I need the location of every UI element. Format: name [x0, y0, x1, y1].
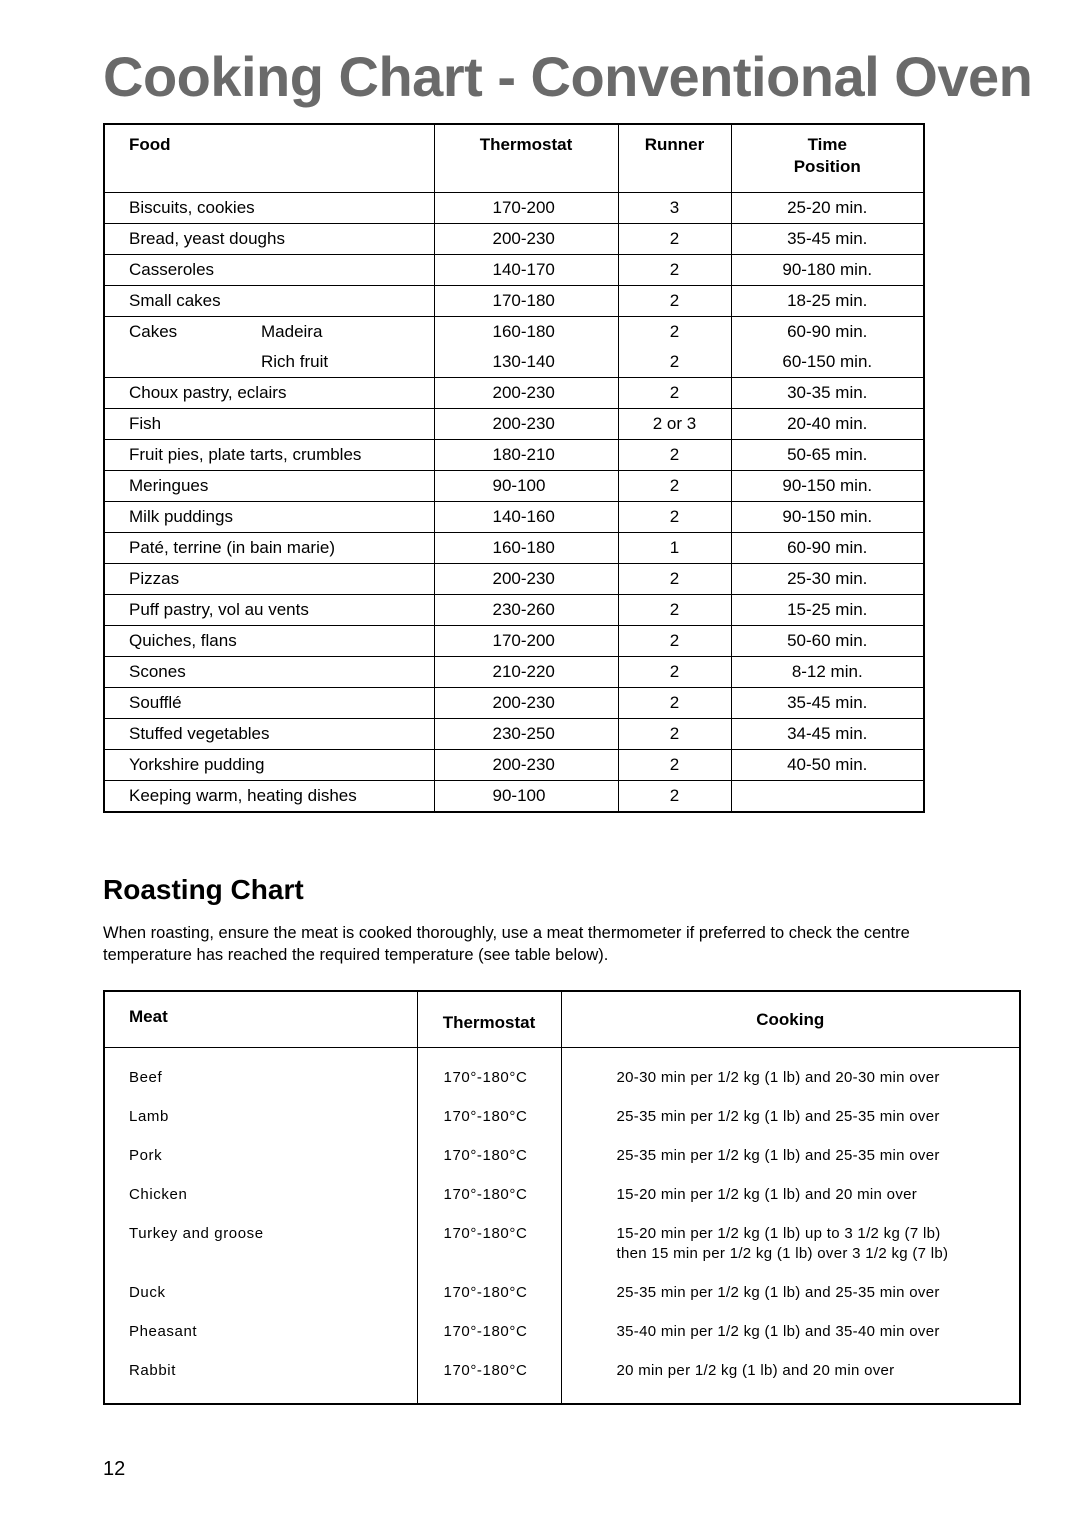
food-variant: Madeira [261, 322, 323, 341]
table-row [104, 193, 924, 224]
cell-runner: 2 [618, 688, 731, 719]
food-name: Cakes [129, 322, 178, 341]
cell-food: Bread, yeast doughs [104, 224, 434, 255]
cell-time: 90-180 min. [731, 255, 924, 286]
cell-food: Soufflé [104, 688, 434, 719]
cell-food [104, 317, 434, 348]
cell-thermostat: 140-160 [434, 502, 618, 533]
cell-thermostat: 90-100 [434, 471, 618, 502]
table-row [104, 688, 924, 719]
cell-roast-thermostat: 170°-180°C [417, 1352, 561, 1404]
cell-thermostat: 170-180 [434, 286, 618, 317]
cell-food: Quiches, flans [104, 626, 434, 657]
cell-thermostat: 200-230 [434, 409, 618, 440]
table-row [104, 1176, 1020, 1215]
cell-time: 90-150 min. [731, 502, 924, 533]
table-row [104, 781, 924, 813]
cell-thermostat: 170-200 [434, 626, 618, 657]
cooking-line: 20-30 min per 1/2 kg (1 lb) and 20-30 min over [616, 1069, 940, 1086]
cell-runner: 2 [618, 317, 731, 348]
cell-food: Choux pastry, eclairs [104, 378, 434, 409]
cell-meat: Chicken [104, 1176, 417, 1215]
cell-meat: Turkey and groose [104, 1215, 417, 1274]
cell-roast-thermostat: 170°-180°C [417, 1215, 561, 1274]
cell-roast-thermostat: 170°-180°C [417, 1313, 561, 1352]
cell-cooking [561, 1215, 1020, 1274]
cell-food: Stuffed vegetables [104, 719, 434, 750]
cell-food: Milk puddings [104, 502, 434, 533]
cell-food: Small cakes [104, 286, 434, 317]
table-row [104, 626, 924, 657]
cell-runner: 2 [618, 502, 731, 533]
table-row [104, 1313, 1020, 1352]
header-cooking: Cooking [561, 991, 1020, 1048]
cell-runner: 2 [618, 471, 731, 502]
cell-time: 25-30 min. [731, 564, 924, 595]
cell-time: 50-60 min. [731, 626, 924, 657]
cell-time: 40-50 min. [731, 750, 924, 781]
table-row [104, 1098, 1020, 1137]
cell-runner: 1 [618, 533, 731, 564]
table-row [104, 286, 924, 317]
cell-runner: 2 [618, 347, 731, 378]
cooking-line: 25-35 min per 1/2 kg (1 lb) and 25-35 min over [616, 1108, 940, 1125]
cooking-line: 35-40 min per 1/2 kg (1 lb) and 35-40 min over [616, 1323, 940, 1340]
table-row [104, 347, 924, 378]
cooking-line-continued: then 15 min per 1/2 kg (1 lb) over 3 1/2 kg (7 lb) [616, 1245, 949, 1262]
table-row [104, 719, 924, 750]
roasting-chart-title: Roasting Chart [103, 874, 304, 905]
table-row [104, 750, 924, 781]
cell-runner: 2 [618, 564, 731, 595]
roasting-chart-header-row [104, 991, 1020, 1048]
header-runner: Runner [618, 124, 731, 193]
cell-runner: 2 [618, 719, 731, 750]
cell-cooking [561, 1098, 1020, 1137]
cooking-chart-table [103, 123, 925, 813]
cooking-line: 15-20 min per 1/2 kg (1 lb) up to 3 1/2 kg (7 lb) [616, 1225, 941, 1242]
cell-runner: 2 [618, 224, 731, 255]
cell-time [731, 781, 924, 813]
header-time: Time [807, 135, 847, 154]
cell-thermostat: 200-230 [434, 564, 618, 595]
cooking-line: 15-20 min per 1/2 kg (1 lb) and 20 min over [616, 1186, 918, 1203]
table-row [104, 440, 924, 471]
cell-meat: Duck [104, 1274, 417, 1313]
table-row [104, 657, 924, 688]
cell-food: Casseroles [104, 255, 434, 286]
cell-thermostat: 210-220 [434, 657, 618, 688]
cell-food: Paté, terrine (in bain marie) [104, 533, 434, 564]
cell-time: 60-150 min. [731, 347, 924, 378]
cell-food: Biscuits, cookies [104, 193, 434, 224]
table-row [104, 1215, 1020, 1274]
cooking-line: 25-35 min per 1/2 kg (1 lb) and 25-35 min over [616, 1147, 940, 1164]
cell-meat: Pheasant [104, 1313, 417, 1352]
cell-time: 18-25 min. [731, 286, 924, 317]
cell-time: 25-20 min. [731, 193, 924, 224]
cell-roast-thermostat: 170°-180°C [417, 1176, 561, 1215]
table-row [104, 1352, 1020, 1404]
cell-roast-thermostat: 170°-180°C [417, 1048, 561, 1099]
cell-thermostat: 230-260 [434, 595, 618, 626]
cell-time: 8-12 min. [731, 657, 924, 688]
cell-thermostat: 230-250 [434, 719, 618, 750]
cell-runner: 2 [618, 286, 731, 317]
cell-time: 34-45 min. [731, 719, 924, 750]
header-position: Position [793, 157, 861, 176]
table-row [104, 595, 924, 626]
cell-time: 15-25 min. [731, 595, 924, 626]
cell-food: Scones [104, 657, 434, 688]
table-row [104, 471, 924, 502]
cell-runner: 3 [618, 193, 731, 224]
cell-food: Fruit pies, plate tarts, crumbles [104, 440, 434, 471]
cooking-chart-header-row [104, 124, 924, 193]
page-title: Cooking Chart - Conventional Oven [103, 45, 1033, 108]
cell-thermostat: 180-210 [434, 440, 618, 471]
table-row [104, 1137, 1020, 1176]
cell-time: 30-35 min. [731, 378, 924, 409]
table-row [104, 317, 924, 348]
cell-runner: 2 [618, 440, 731, 471]
cell-thermostat: 200-230 [434, 378, 618, 409]
cell-cooking [561, 1313, 1020, 1352]
header-time-position [731, 124, 924, 193]
food-variant: Rich fruit [261, 352, 329, 371]
cell-runner: 2 [618, 595, 731, 626]
cell-runner: 2 [618, 378, 731, 409]
page-number: 12 [103, 1458, 126, 1480]
cell-time: 20-40 min. [731, 409, 924, 440]
table-row [104, 564, 924, 595]
header-meat: Meat [104, 991, 417, 1048]
cell-food [104, 347, 434, 378]
cell-thermostat: 200-230 [434, 224, 618, 255]
header-thermostat: Thermostat [434, 124, 618, 193]
cell-time: 35-45 min. [731, 224, 924, 255]
cell-roast-thermostat: 170°-180°C [417, 1274, 561, 1313]
cell-cooking [561, 1352, 1020, 1404]
cell-thermostat: 200-230 [434, 750, 618, 781]
cell-cooking [561, 1274, 1020, 1313]
cell-thermostat: 90-100 [434, 781, 618, 813]
cell-meat: Pork [104, 1137, 417, 1176]
table-row [104, 502, 924, 533]
table-row [104, 224, 924, 255]
header-roast-thermostat: Thermostat [417, 991, 561, 1048]
cell-time: 50-65 min. [731, 440, 924, 471]
table-row [104, 1048, 1020, 1099]
cell-thermostat: 170-200 [434, 193, 618, 224]
cell-roast-thermostat: 170°-180°C [417, 1098, 561, 1137]
cell-food: Puff pastry, vol au vents [104, 595, 434, 626]
cell-cooking [561, 1137, 1020, 1176]
cell-food: Fish [104, 409, 434, 440]
header-food: Food [104, 124, 434, 193]
cell-food: Meringues [104, 471, 434, 502]
cell-meat: Beef [104, 1048, 417, 1099]
cell-time: 60-90 min. [731, 317, 924, 348]
cell-time: 60-90 min. [731, 533, 924, 564]
cell-runner: 2 [618, 626, 731, 657]
cell-roast-thermostat: 170°-180°C [417, 1137, 561, 1176]
cell-thermostat: 160-180 [434, 533, 618, 564]
cell-runner: 2 [618, 255, 731, 286]
cooking-line: 25-35 min per 1/2 kg (1 lb) and 25-35 min over [616, 1284, 940, 1301]
cooking-line: 20 min per 1/2 kg (1 lb) and 20 min over [616, 1362, 895, 1379]
cell-runner: 2 [618, 657, 731, 688]
cell-food: Pizzas [104, 564, 434, 595]
cell-meat: Rabbit [104, 1352, 417, 1404]
cell-thermostat: 160-180 [434, 317, 618, 348]
table-row [104, 378, 924, 409]
cell-food: Yorkshire pudding [104, 750, 434, 781]
cell-thermostat: 130-140 [434, 347, 618, 378]
cell-time: 35-45 min. [731, 688, 924, 719]
cell-cooking [561, 1048, 1020, 1099]
cell-runner: 2 [618, 781, 731, 813]
cell-meat: Lamb [104, 1098, 417, 1137]
table-row [104, 255, 924, 286]
table-row [104, 1274, 1020, 1313]
table-row [104, 409, 924, 440]
cell-thermostat: 140-170 [434, 255, 618, 286]
cell-time: 90-150 min. [731, 471, 924, 502]
table-row [104, 533, 924, 564]
cell-runner: 2 [618, 750, 731, 781]
cell-cooking [561, 1176, 1020, 1215]
cell-runner: 2 or 3 [618, 409, 731, 440]
roasting-chart-table [103, 990, 1021, 1405]
roasting-intro-text: When roasting, ensure the meat is cooked thoroughly, use a meat thermometer if preferred to check the centre temperature has reached the required temperature (see table below). [103, 924, 910, 964]
cell-thermostat: 200-230 [434, 688, 618, 719]
cell-food: Keeping warm, heating dishes [104, 781, 434, 813]
